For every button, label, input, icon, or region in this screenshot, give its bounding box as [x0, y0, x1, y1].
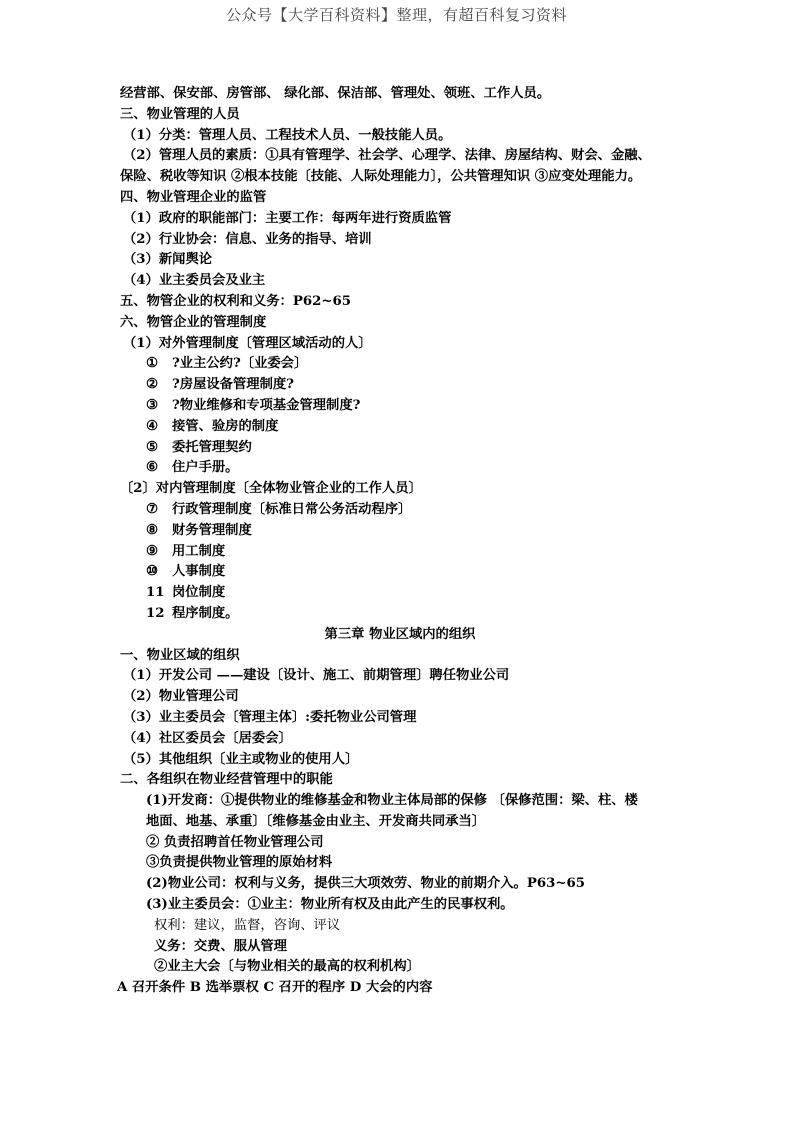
list-item	[120, 375, 680, 396]
list-item	[120, 542, 680, 563]
text-line: （1）政府的职能部门：主要工作：每两年进行资质监管	[123, 210, 452, 226]
item-text: 用工制度	[172, 543, 226, 559]
item-text: 行政管理制度〔标准日常公务活动程序〕	[172, 501, 412, 517]
section-heading: 二、各组织在物业经营管理中的职能	[120, 772, 333, 788]
section-heading: 三、物业管理的人员	[120, 106, 240, 122]
text-line: （5）其他组织〔业主或物业的使用人〕	[123, 751, 359, 767]
text-line: （1）开发公司 ——建设〔设计、施工、前期管理〕聘任物业公司	[123, 668, 510, 684]
text-line: （3）业主委员会〔管理主体〕:委托物业公司管理	[123, 709, 417, 725]
text-line: （1）对外管理制度〔管理区域活动的人〕	[123, 335, 372, 351]
text-line: (3)业主委员会：①业主：物业所有权及由此产生的民事权利。	[146, 897, 514, 913]
text-line: A 召开条件 B 选举票权 C 召开的程序 D 大会的内容	[117, 980, 433, 996]
item-number: ⑤	[146, 439, 158, 455]
list-item	[120, 458, 680, 479]
text-line: 〔2〕对内管理制度〔全体物业管企业的工作人员〕	[120, 481, 422, 497]
item-number: ④	[146, 418, 158, 434]
item-text: 接管、验房的制度	[172, 418, 279, 434]
text-line: 义务：交费、服从管理	[154, 938, 287, 954]
list-item	[120, 583, 680, 604]
item-number: ⑦	[146, 501, 158, 517]
text-line: （2）行业协会：信息、业务的指导、培训	[123, 231, 372, 247]
section-heading: 四、物业管理企业的监管	[120, 189, 267, 205]
item-text: 人事制度	[172, 564, 226, 580]
list-item	[120, 604, 680, 625]
item-number: 11	[146, 585, 165, 601]
item-number: 12	[146, 605, 165, 621]
text-line: 经营部、保安部、房管部、 绿化部、保洁部、管理处、领班、工作人员。	[120, 86, 551, 101]
text-line: ②业主大会〔与物业相关的最高的权利机构〕	[154, 959, 420, 975]
item-number: ⑥	[146, 460, 158, 476]
item-text: 岗位制度	[172, 585, 226, 601]
list-item	[120, 521, 680, 542]
section-heading: 一、物业区域的组织	[120, 647, 240, 663]
list-item	[120, 417, 680, 438]
item-number: ①	[146, 356, 158, 372]
text-line: （4）业主委员会及业主	[123, 273, 266, 289]
list-item	[120, 438, 680, 459]
text-line: ③负责提供物业管理的原始材料	[146, 855, 333, 871]
item-text: 财务管理制度	[172, 522, 252, 538]
item-text: ?物业维修和专项基金管理制度?	[172, 397, 361, 413]
item-number: ②	[146, 377, 158, 393]
item-text: 程序制度。	[172, 605, 239, 621]
item-text: 委托管理契约	[172, 439, 252, 455]
item-number: ⑨	[146, 543, 158, 559]
text-line: 保险、税收等知识 ②根本技能〔技能、人际处理能力〕，公共管理知识 ③应变处理能力。	[120, 169, 642, 185]
chapter-title: 第三章 物业区域内的组织	[324, 626, 476, 642]
section-heading: 五、物管企业的权利和义务：P62~65	[120, 293, 352, 309]
item-number: ⑩	[146, 564, 158, 580]
item-text: ?业主公约?〔业委会〕	[172, 356, 308, 372]
list-item	[120, 396, 680, 417]
text-line: （1）分类：管理人员、工程技术人员、一般技能人员。	[123, 127, 452, 143]
list-item	[120, 562, 680, 583]
text-line: （4）社区委员会〔居委会〕	[123, 730, 292, 746]
text-line: （2）管理人员的素质：①具有管理学、社会学、心理学、法律、房屋结构、财会、金融、	[123, 148, 651, 164]
text-line: 权利：建议，监督，咨询、评议	[154, 917, 341, 933]
text-line: ② 负责招聘首任物业管理公司	[146, 834, 324, 850]
section-heading: 六、物管企业的管理制度	[120, 314, 267, 330]
text-line: (1)开发商：①提供物业的维修基金和物业主体局部的保修 〔保修范围：梁、柱、楼	[146, 793, 638, 809]
text-line: （2）物业管理公司	[123, 689, 239, 705]
list-item	[120, 354, 680, 375]
item-number: ⑧	[146, 522, 158, 538]
document-body	[117, 84, 680, 999]
item-number: ③	[146, 397, 158, 413]
list-item	[120, 500, 680, 521]
page-header: 公众号【大学百科资料】整理，有超百科复习资料	[225, 6, 567, 24]
text-line: 地面、地基、承重〕〔维修基金由业主、开发商共同承当〕	[146, 813, 486, 829]
text-line: (2)物业公司：权利与义务，提供三大项效劳、物业的前期介入。P63~65	[146, 876, 585, 892]
text-line: （3）新闻舆论	[123, 252, 213, 268]
item-text: ?房屋设备管理制度?	[172, 377, 294, 393]
item-text: 住户手册。	[172, 460, 239, 476]
